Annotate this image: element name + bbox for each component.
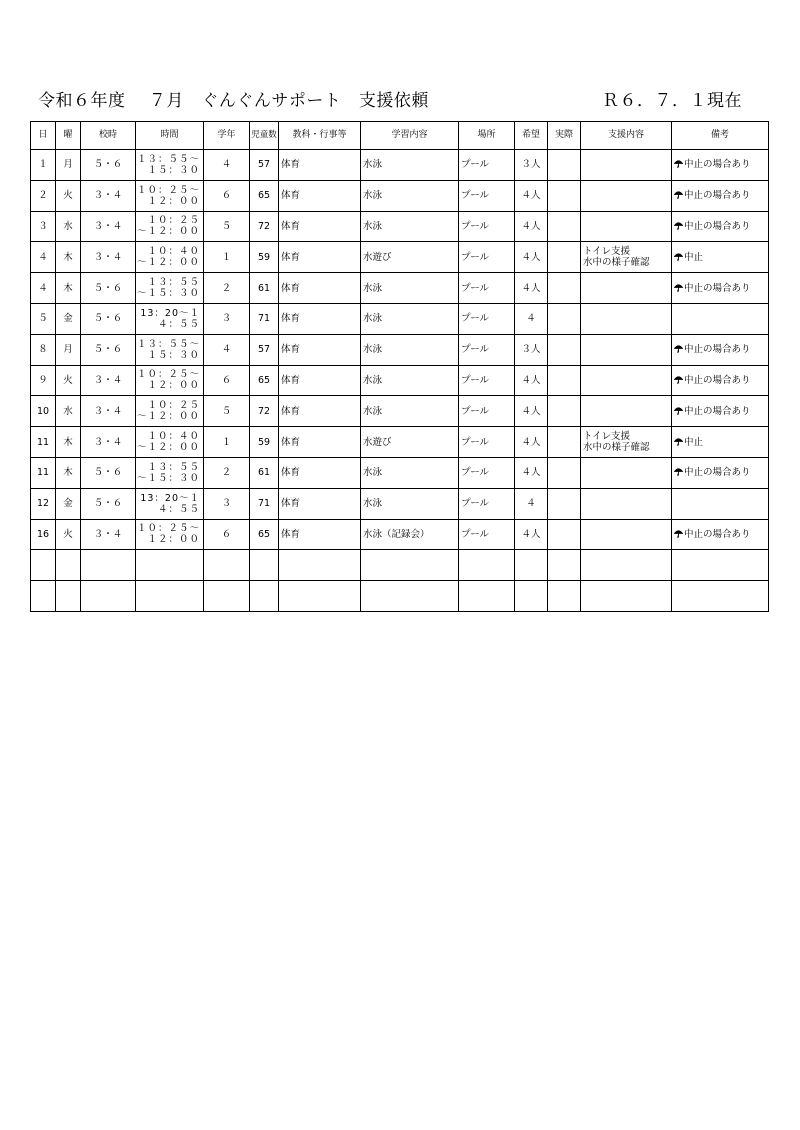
cell-support [581, 581, 672, 612]
cell-dow: 水 [56, 211, 81, 242]
cell-place: プール [459, 180, 515, 211]
cell-place [459, 550, 515, 581]
cell-actual [548, 180, 581, 211]
table-row [31, 303, 769, 334]
cell-count: 61 [250, 273, 279, 304]
cell-content: 水泳 [361, 365, 459, 396]
umbrella-icon [674, 344, 683, 353]
cell-day: 11 [31, 457, 56, 488]
cell-subject: 体育 [279, 150, 361, 181]
remarks-text: 中止の場合あり [684, 405, 751, 417]
cell-actual [548, 334, 581, 365]
cell-actual [548, 427, 581, 458]
cell-wish: ４人 [515, 180, 548, 211]
cell-support [581, 519, 672, 550]
cell-actual [548, 457, 581, 488]
cell-place: プール [459, 242, 515, 273]
col-header-dow: 曜 [56, 122, 81, 150]
cell-remarks [672, 273, 769, 304]
table-row [31, 457, 769, 488]
col-header-support: 支援内容 [581, 122, 672, 150]
cell-period: ３・４ [81, 396, 136, 427]
cell-remarks [672, 396, 769, 427]
table-row [31, 180, 769, 211]
col-header-remarks: 備考 [672, 122, 769, 150]
cell-content: 水遊び [361, 242, 459, 273]
cell-grade: ６ [204, 180, 250, 211]
remarks-text: 中止の場合あり [684, 220, 751, 232]
cell-grade: ５ [204, 211, 250, 242]
cell-day: 12 [31, 488, 56, 519]
cell-remarks [672, 334, 769, 365]
cell-dow: 月 [56, 150, 81, 181]
cell-period: ３・４ [81, 180, 136, 211]
support-request-table [30, 121, 769, 612]
cell-place [459, 581, 515, 612]
cell-remarks [672, 427, 769, 458]
table-row [31, 396, 769, 427]
cell-actual [548, 273, 581, 304]
cell-day: 16 [31, 519, 56, 550]
cell-grade: ２ [204, 457, 250, 488]
cell-content: 水泳 [361, 303, 459, 334]
cell-remarks [672, 581, 769, 612]
cell-time: 13：20～１ ４：５５ [136, 303, 204, 334]
cell-period: ５・６ [81, 303, 136, 334]
cell-support [581, 550, 672, 581]
cell-wish: ４人 [515, 242, 548, 273]
cell-place: プール [459, 427, 515, 458]
cell-day [31, 581, 56, 612]
table-row [31, 519, 769, 550]
as-of-date: Ｒ６．７．１現在 [602, 91, 742, 111]
cell-support: トイレ支援 水中の様子確認 [581, 242, 672, 273]
cell-place: プール [459, 396, 515, 427]
cell-content [361, 581, 459, 612]
cell-period [81, 581, 136, 612]
cell-grade [204, 550, 250, 581]
remarks-text: 中止 [684, 251, 704, 263]
cell-actual [548, 242, 581, 273]
table-row [31, 581, 769, 612]
cell-wish: ４人 [515, 457, 548, 488]
cell-remarks [672, 150, 769, 181]
cell-dow: 木 [56, 427, 81, 458]
header-row [31, 122, 769, 150]
table-row [31, 242, 769, 273]
cell-dow: 月 [56, 334, 81, 365]
cell-day: ２ [31, 180, 56, 211]
cell-subject: 体育 [279, 519, 361, 550]
cell-content: 水泳 [361, 396, 459, 427]
cell-subject: 体育 [279, 396, 361, 427]
cell-period: ５・６ [81, 488, 136, 519]
cell-time: １０：２５～ １２：００ [136, 180, 204, 211]
cell-dow: 木 [56, 457, 81, 488]
cell-day [31, 550, 56, 581]
cell-content: 水泳 [361, 334, 459, 365]
cell-place: プール [459, 488, 515, 519]
cell-grade: ４ [204, 334, 250, 365]
cell-count: 65 [250, 180, 279, 211]
cell-subject: 体育 [279, 242, 361, 273]
col-header-wish: 希望 [515, 122, 548, 150]
cell-count: 59 [250, 242, 279, 273]
cell-remarks [672, 242, 769, 273]
col-header-day: 日 [31, 122, 56, 150]
cell-time: １０：２５～ １２：００ [136, 519, 204, 550]
cell-period: ５・６ [81, 334, 136, 365]
cell-period [81, 550, 136, 581]
remarks-text: 中止 [684, 436, 704, 448]
table-row [31, 334, 769, 365]
cell-subject: 体育 [279, 211, 361, 242]
cell-content: 水泳 [361, 273, 459, 304]
cell-count: 65 [250, 519, 279, 550]
umbrella-icon [674, 190, 683, 199]
cell-grade: ３ [204, 303, 250, 334]
cell-subject: 体育 [279, 303, 361, 334]
cell-grade: ２ [204, 273, 250, 304]
umbrella-icon [674, 467, 683, 476]
cell-period: ３・４ [81, 211, 136, 242]
cell-wish: ４人 [515, 396, 548, 427]
cell-time: 13：20～１ ４：５５ [136, 488, 204, 519]
cell-grade: ６ [204, 365, 250, 396]
umbrella-icon [674, 375, 683, 384]
cell-dow [56, 581, 81, 612]
cell-remarks [672, 303, 769, 334]
col-header-subject: 教科・行事等 [279, 122, 361, 150]
cell-dow: 木 [56, 273, 81, 304]
cell-wish: ４人 [515, 211, 548, 242]
cell-day: ４ [31, 242, 56, 273]
cell-grade: ６ [204, 519, 250, 550]
cell-count: 72 [250, 211, 279, 242]
cell-count [250, 550, 279, 581]
cell-remarks [672, 457, 769, 488]
cell-dow: 水 [56, 396, 81, 427]
cell-count: 57 [250, 334, 279, 365]
cell-support: トイレ支援 水中の様子確認 [581, 427, 672, 458]
table-row [31, 488, 769, 519]
table-row [31, 211, 769, 242]
table-row [31, 427, 769, 458]
cell-count: 72 [250, 396, 279, 427]
table-row [31, 150, 769, 181]
cell-content: 水泳 [361, 180, 459, 211]
cell-wish: ４人 [515, 519, 548, 550]
cell-dow: 火 [56, 519, 81, 550]
cell-grade: ３ [204, 488, 250, 519]
cell-time: １３：５５ ～１５：３０ [136, 273, 204, 304]
cell-support [581, 303, 672, 334]
cell-time: １０：２５ ～１２：００ [136, 211, 204, 242]
cell-support [581, 365, 672, 396]
cell-actual [548, 150, 581, 181]
cell-subject: 体育 [279, 457, 361, 488]
col-header-place: 場所 [459, 122, 515, 150]
remarks-text: 中止の場合あり [684, 190, 751, 202]
cell-time [136, 581, 204, 612]
table-row [31, 365, 769, 396]
remarks-text: 中止の場合あり [684, 344, 751, 356]
cell-actual [548, 488, 581, 519]
cell-content: 水泳 [361, 488, 459, 519]
cell-subject: 体育 [279, 365, 361, 396]
cell-support [581, 180, 672, 211]
cell-period: ３・４ [81, 519, 136, 550]
table-row [31, 273, 769, 304]
umbrella-icon [674, 252, 683, 261]
cell-period: ５・６ [81, 150, 136, 181]
cell-place: プール [459, 457, 515, 488]
cell-time [136, 550, 204, 581]
umbrella-icon [674, 437, 683, 446]
cell-place: プール [459, 303, 515, 334]
cell-support [581, 396, 672, 427]
cell-actual [548, 550, 581, 581]
col-header-period: 校時 [81, 122, 136, 150]
cell-dow: 火 [56, 365, 81, 396]
cell-actual [548, 365, 581, 396]
cell-dow: 金 [56, 488, 81, 519]
remarks-text: 中止の場合あり [684, 282, 751, 294]
cell-actual [548, 581, 581, 612]
cell-support [581, 150, 672, 181]
cell-wish [515, 581, 548, 612]
cell-time: １０：４０ ～１２：００ [136, 242, 204, 273]
cell-content [361, 550, 459, 581]
remarks-text: 中止の場合あり [684, 528, 751, 540]
cell-count: 71 [250, 303, 279, 334]
cell-remarks [672, 211, 769, 242]
cell-dow: 火 [56, 180, 81, 211]
cell-day: 10 [31, 396, 56, 427]
umbrella-icon [674, 159, 683, 168]
cell-subject [279, 581, 361, 612]
cell-place: プール [459, 519, 515, 550]
cell-period: ３・４ [81, 427, 136, 458]
cell-support [581, 334, 672, 365]
cell-actual [548, 519, 581, 550]
cell-count [250, 581, 279, 612]
cell-grade: １ [204, 427, 250, 458]
cell-time: １３：５５～ １５：３０ [136, 150, 204, 181]
cell-remarks [672, 365, 769, 396]
umbrella-icon [674, 221, 683, 230]
cell-count: 71 [250, 488, 279, 519]
cell-wish: ４人 [515, 273, 548, 304]
umbrella-icon [674, 283, 683, 292]
cell-actual [548, 211, 581, 242]
cell-subject: 体育 [279, 427, 361, 458]
cell-wish: ４ [515, 488, 548, 519]
cell-remarks [672, 488, 769, 519]
cell-subject: 体育 [279, 488, 361, 519]
cell-period: ５・６ [81, 457, 136, 488]
cell-dow [56, 550, 81, 581]
cell-day: ８ [31, 334, 56, 365]
remarks-text: 中止の場合あり [684, 374, 751, 386]
cell-remarks [672, 550, 769, 581]
cell-place: プール [459, 334, 515, 365]
cell-count: 61 [250, 457, 279, 488]
cell-place: プール [459, 150, 515, 181]
table-row [31, 550, 769, 581]
cell-time: １３：５５～ １５：３０ [136, 334, 204, 365]
umbrella-icon [674, 529, 683, 538]
cell-content: 水泳（記録会） [361, 519, 459, 550]
umbrella-icon [674, 406, 683, 415]
cell-content: 水泳 [361, 150, 459, 181]
cell-support [581, 488, 672, 519]
cell-support [581, 457, 672, 488]
cell-place: プール [459, 365, 515, 396]
remarks-text: 中止の場合あり [684, 467, 751, 479]
cell-grade [204, 581, 250, 612]
cell-wish: ４ [515, 303, 548, 334]
cell-count: 57 [250, 150, 279, 181]
cell-content: 水泳 [361, 211, 459, 242]
cell-period: ５・６ [81, 273, 136, 304]
cell-time: １０：４０ ～１２：００ [136, 427, 204, 458]
cell-day: ４ [31, 273, 56, 304]
cell-day: ９ [31, 365, 56, 396]
document-title: 令和６年度 ７月 ぐんぐんサポート 支援依頼 [38, 91, 429, 111]
cell-grade: １ [204, 242, 250, 273]
cell-time: １３：５５ ～１５：３０ [136, 457, 204, 488]
cell-grade: ５ [204, 396, 250, 427]
cell-support [581, 273, 672, 304]
cell-dow: 木 [56, 242, 81, 273]
cell-wish: ３人 [515, 150, 548, 181]
cell-subject: 体育 [279, 273, 361, 304]
cell-wish: ４人 [515, 365, 548, 396]
cell-day: ３ [31, 211, 56, 242]
cell-period: ３・４ [81, 365, 136, 396]
cell-wish: ３人 [515, 334, 548, 365]
col-header-count: 児童数 [250, 122, 279, 150]
cell-actual [548, 396, 581, 427]
cell-count: 65 [250, 365, 279, 396]
col-header-actual: 実際 [548, 122, 581, 150]
cell-grade: ４ [204, 150, 250, 181]
col-header-time: 時間 [136, 122, 204, 150]
cell-place: プール [459, 273, 515, 304]
cell-time: １０：２５～ １２：００ [136, 365, 204, 396]
cell-subject: 体育 [279, 334, 361, 365]
cell-actual [548, 303, 581, 334]
cell-time: １０：２５ ～１２：００ [136, 396, 204, 427]
cell-day: 11 [31, 427, 56, 458]
cell-subject [279, 550, 361, 581]
cell-place: プール [459, 211, 515, 242]
cell-count: 59 [250, 427, 279, 458]
cell-day: １ [31, 150, 56, 181]
cell-wish [515, 550, 548, 581]
cell-day: ５ [31, 303, 56, 334]
cell-wish: ４人 [515, 427, 548, 458]
cell-support [581, 211, 672, 242]
cell-period: ３・４ [81, 242, 136, 273]
col-header-grade: 学年 [204, 122, 250, 150]
cell-subject: 体育 [279, 180, 361, 211]
cell-dow: 金 [56, 303, 81, 334]
cell-remarks [672, 180, 769, 211]
col-header-content: 学習内容 [361, 122, 459, 150]
cell-content: 水泳 [361, 457, 459, 488]
remarks-text: 中止の場合あり [684, 159, 751, 171]
cell-content: 水遊び [361, 427, 459, 458]
cell-remarks [672, 519, 769, 550]
